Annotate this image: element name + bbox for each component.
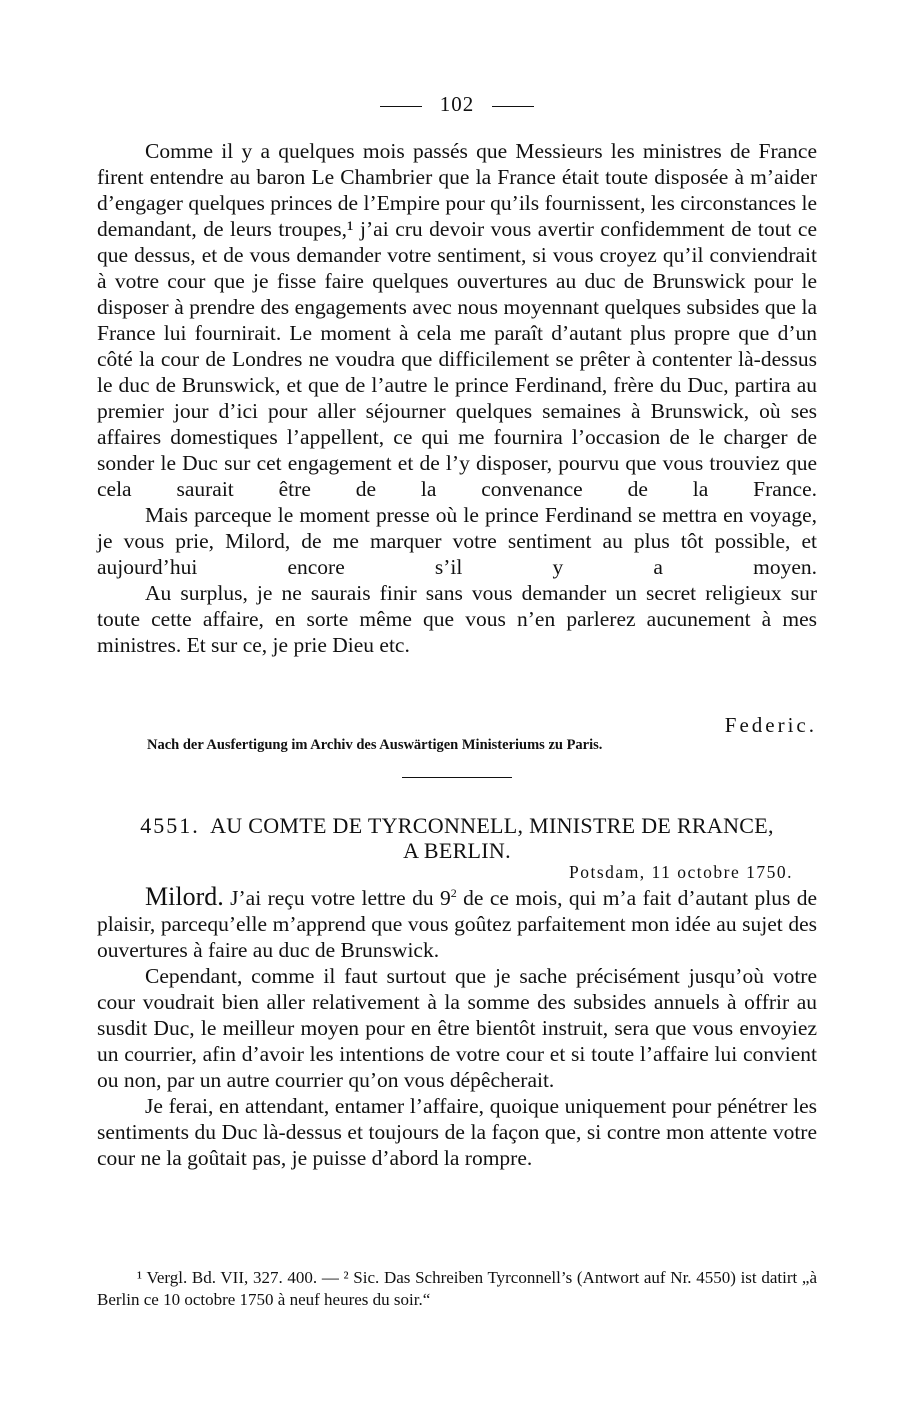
page-number: 102 bbox=[439, 92, 475, 116]
header-rule-left bbox=[380, 106, 422, 107]
section-divider bbox=[402, 777, 512, 778]
letter1-paragraph-3: Au surplus, je ne saurais finir sans vous demander un secret religieux sur toute cette affaire, en sorte même que vous n’en parlerez aucunement à mes ministres. Et sur ce, je prie Dieu etc. bbox=[97, 581, 817, 657]
letter2-paragraph-1 bbox=[97, 884, 817, 963]
letter2-body bbox=[97, 884, 817, 1171]
opening-word: Milord. bbox=[145, 882, 224, 911]
dateline: Potsdam, 11 octobre 1750. bbox=[569, 862, 793, 882]
source-note: Nach der Ausfertigung im Archiv des Auswärtigen Ministeriums zu Paris. bbox=[147, 737, 603, 753]
footnote-marker-2: 2 bbox=[450, 885, 457, 900]
header-rule-right bbox=[492, 106, 534, 107]
letter-number: 4551. bbox=[140, 813, 200, 838]
letter2-paragraph-3: Je ferai, en attendant, entamer l’affaire, quoique uniquement pour pénétrer les sentiments du Duc là-dessus et toujours de la façon que, si contre mon attente votre cour ne la goûtait pas, je puisse d’abord la rompre. bbox=[97, 1094, 817, 1170]
letter2-title-line-2: A BERLIN. bbox=[403, 838, 511, 863]
letter1-body bbox=[97, 138, 817, 658]
letter2-title bbox=[97, 813, 817, 863]
letter2-addressee: AU COMTE DE TYRCONNELL, MINISTRE DE RRANCE, bbox=[210, 813, 774, 838]
letter2-paragraph-2: Cependant, comme il faut surtout que je sache précisément jusqu’où votre cour voudrait bien aller relativement à la somme des subsides annuels à offrir au susdit Duc, le meilleur moyen pour en être bientôt instruit, sera que vous envoyiez un courrier, afin d’avoir les intentions de votre cour et si toute l’affaire lui convient ou non, par un autre courrier qu’on vous dépêcherait. bbox=[97, 964, 817, 1092]
paragraph-1-tail: de ce mois, qui m’a fait d’autant plus de plaisir, parcequ’elle m’apprend que vous goûtez parfaitement mon idée au sujet des ouvertures à faire au duc de Brunswick. bbox=[97, 886, 818, 962]
letter2-title-line-1 bbox=[97, 813, 817, 838]
signature: Federic. bbox=[724, 713, 817, 737]
letter1-paragraph-2: Mais parceque le moment presse où le prince Ferdinand se mettra en voyage, je vous prie, Milord, de me marquer votre sentiment au plus tôt possible, et aujourd’hui encore s’il y a moyen. bbox=[97, 503, 817, 579]
letter1-paragraph-1: Comme il y a quelques mois passés que Messieurs les ministres de France firent entendre au baron Le Chambrier que la France était toute disposée à m’aider d’engager quelques princes de l’Empire pour qu’ils fournissent, les circonstances le demandant, de leurs troupes,¹ j’ai cru devoir vous avertir confidemment de tout ce que dessus, et de vous demander votre sentiment, si vous croyez qu’il conviendrait à votre cour que je fisse faire quelques ouvertures au duc de Brunswick pour le disposer à prendre des engagements avec nous moyennant quelques subsides que la France lui fournirait. Le moment à cela me paraît d’autant plus propre que d’un côté la cour de Londres ne voudra que difficilement se prêter à contenter là-dessus le duc de Brunswick, et que de l’autre le prince Ferdinand, frère du Duc, partira au premier jour d’ici pour aller séjourner quelques semaines à Brunswick, où ses affaires domestiques l’appellent, ce qui me fournira l’occasion de le charger de sonder le Duc sur cet engagement et de l’y disposer, pourvu que vous trouviez que cela saurait être de la convenance de la France. bbox=[97, 139, 817, 501]
footnote-text: ¹ Vergl. Bd. VII, 327. 400. — ² Sic. Das Schreiben Tyrconnell’s (Antwort auf Nr. 4550) ist datirt „à Berlin ce 10 octobre 1750 à neuf heures du soir.“ bbox=[97, 1268, 817, 1309]
paragraph-1-text: J’ai reçu votre lettre du 9 bbox=[230, 886, 451, 910]
page-header bbox=[97, 92, 817, 117]
footnotes bbox=[97, 1267, 817, 1311]
